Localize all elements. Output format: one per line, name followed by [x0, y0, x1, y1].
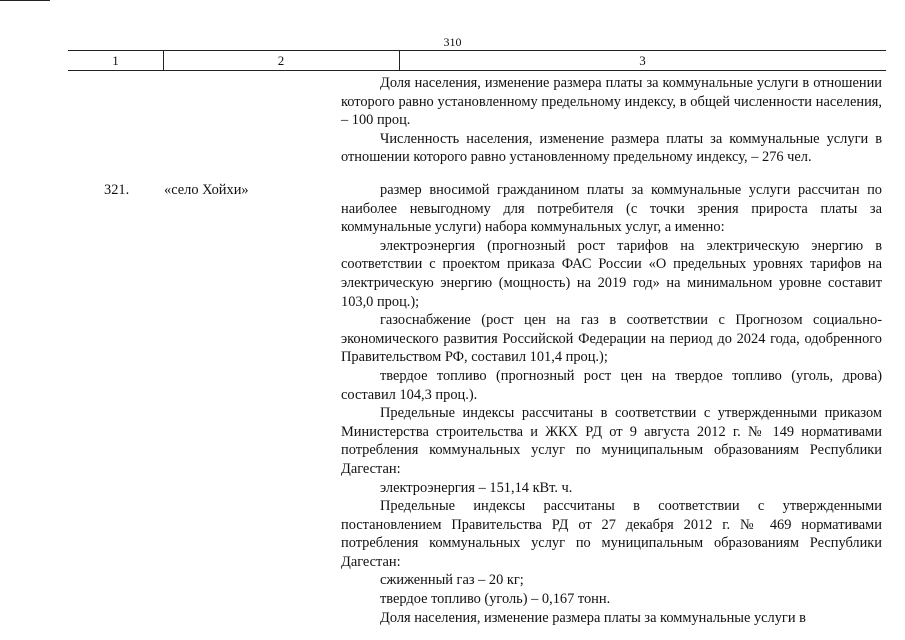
header-divider-2	[399, 50, 400, 71]
header-col-2: 2	[277, 53, 285, 68]
paragraph: Предельные индексы рассчитаны в соответствии с утвержденными постановлением Правительства РД от 27 декабря 2012 г. № 469 нормативами потребления коммунальных услуг по муниципальным образованиям Республики Дагестан:	[341, 498, 882, 570]
continuation-text	[341, 74, 882, 167]
row-description	[341, 181, 882, 627]
paragraph: Доля населения, изменение размера платы за коммунальные услуги в отношении которого равно установленному предельному индексу, в общей численности населения, – 100 проц.	[341, 75, 882, 129]
paragraph: газоснабжение (рост цен на газ в соответствии с Прогнозом социально-экономического развития Российской Федерации на период до 2024 года, одобренного Правительством РФ, составил 101,4 проц.);	[341, 312, 882, 366]
paragraph: Доля населения, изменение размера платы за коммунальные услуги в	[380, 609, 806, 626]
table-header-row	[68, 50, 886, 71]
paragraph: Численность населения, изменение размера платы за коммунальные услуги в отношении которого равно установленному предельному индексу, – 276 чел.	[341, 130, 882, 166]
paragraph: твердое топливо (прогнозный рост цен на твердое топливо (уголь, дрова) составил 104,3 проц.).	[341, 367, 882, 403]
page-number: 310	[443, 35, 462, 49]
header-col-1: 1	[112, 53, 119, 68]
row-number: 321.	[104, 182, 130, 198]
paragraph: электроэнергия – 151,14 кВт. ч.	[380, 479, 573, 496]
paragraph: Предельные индексы рассчитаны в соответствии с утвержденными приказом Министерства строительства и ЖКХ РД от 9 августа 2012 г. № 149 нормативами потребления коммунальных услуг по муниципальным образованиям Республики Дагестан:	[341, 405, 882, 477]
scan-edge-mark	[0, 0, 50, 1]
settlement-name: «село Хойхи»	[164, 182, 249, 198]
paragraph: твердое топливо (уголь) – 0,167 тонн.	[380, 591, 611, 608]
paragraph: электроэнергия (прогнозный рост тарифов на электрическую энергию в соответствии с проектом приказа ФАС России «О предельных уровнях тарифов на электрическую энергию (мощность) на 2019 год» на минимальном уровне составит 103,0 проц.);	[341, 237, 882, 310]
header-divider-1	[163, 50, 164, 71]
paragraph: сжиженный газ – 20 кг;	[380, 572, 524, 589]
header-col-3: 3	[639, 53, 646, 68]
paragraph: размер вносимой гражданином платы за коммунальные услуги рассчитан по наиболее невыгодному для потребителя (с точки зрения прироста платы за коммунальные услуги) набора коммунальных услуг, а именно:	[341, 182, 882, 236]
